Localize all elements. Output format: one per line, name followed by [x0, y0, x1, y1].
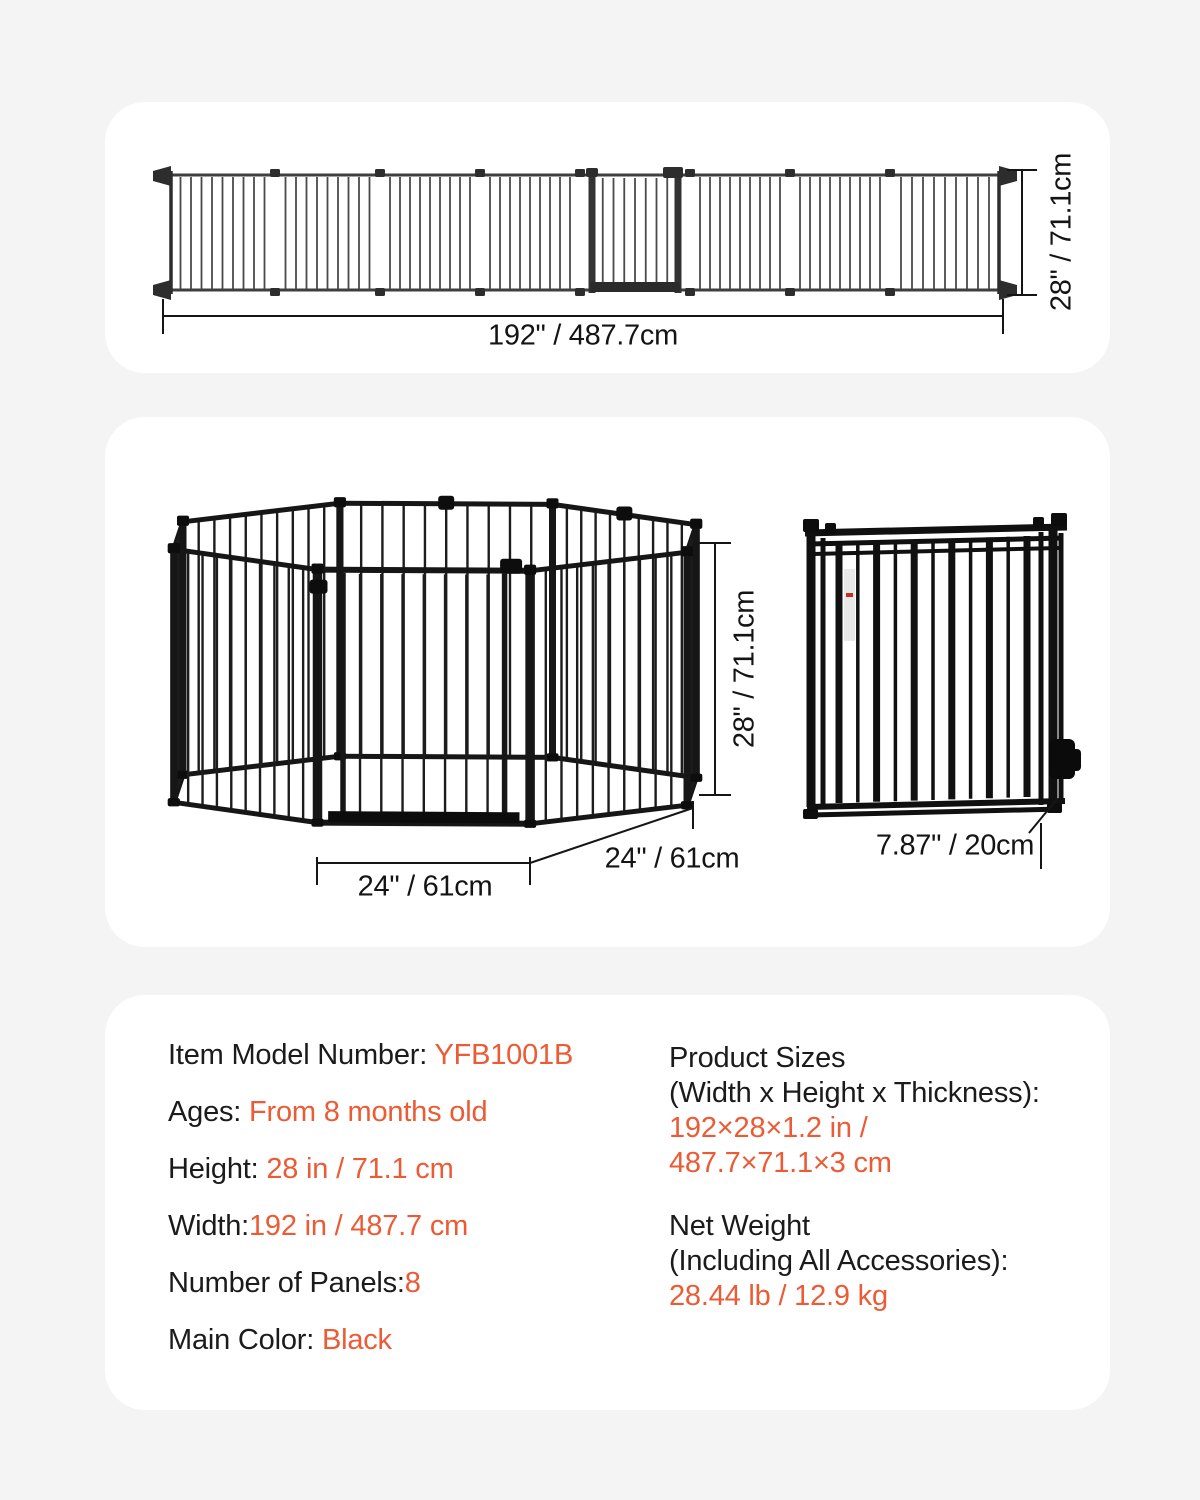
spec-label: Ages: — [168, 1096, 250, 1128]
spec-value: Black — [321, 1324, 392, 1356]
panel-width-dimension: 24" / 61cm — [357, 870, 493, 903]
spec-label: Height: — [168, 1153, 267, 1185]
spec-label: Item Model Number: — [168, 1039, 435, 1071]
net-weight-subtitle: (Including All Accessories): — [669, 1245, 1009, 1277]
spec-value: 192 in / 487.7 cm — [249, 1210, 469, 1242]
spec-color-row — [168, 1324, 573, 1357]
net-weight-block — [669, 1209, 1089, 1314]
spec-height-row — [168, 1153, 573, 1186]
product-sizes-block — [669, 1041, 1089, 1181]
spec-label: Width: — [168, 1210, 249, 1242]
spec-value: YFB1001B — [434, 1039, 574, 1071]
folded-thickness-dimension: 7.87" / 20cm — [875, 829, 1035, 862]
spec-label: Main Color: — [168, 1324, 322, 1356]
spec-model-row — [168, 1039, 573, 1072]
assembled-view-card — [105, 417, 1110, 947]
net-weight-title: Net Weight — [669, 1210, 810, 1242]
product-sizes-subtitle: (Width x Height x Thickness): — [669, 1077, 1040, 1109]
playpen-height-dimension: 28" / 71.1cm — [728, 589, 761, 749]
panel-depth-dimension: 24" / 61cm — [604, 842, 740, 875]
spec-value: 28 in / 71.1 cm — [266, 1153, 454, 1185]
spec-value: 8 — [404, 1267, 421, 1299]
spec-ages-row — [168, 1096, 573, 1129]
spec-width-row — [168, 1210, 573, 1243]
flat-view-card — [105, 102, 1110, 373]
product-sizes-title: Product Sizes — [669, 1042, 846, 1074]
product-sizes-value-cm: 487.7×71.1×3 cm — [669, 1147, 892, 1179]
product-sizes-value-in: 192×28×1.2 in / — [669, 1112, 868, 1144]
spec-panels-row — [168, 1267, 573, 1300]
fence-height-dimension: 28" / 71.1cm — [1045, 152, 1078, 312]
spec-label: Number of Panels: — [168, 1267, 405, 1299]
specs-list-right — [669, 1041, 1089, 1314]
specs-card — [105, 995, 1110, 1410]
net-weight-value: 28.44 lb / 12.9 kg — [669, 1280, 888, 1312]
fence-width-dimension: 192" / 487.7cm — [488, 319, 678, 352]
specs-list-left — [168, 1039, 573, 1381]
spec-value: From 8 months old — [249, 1096, 488, 1128]
